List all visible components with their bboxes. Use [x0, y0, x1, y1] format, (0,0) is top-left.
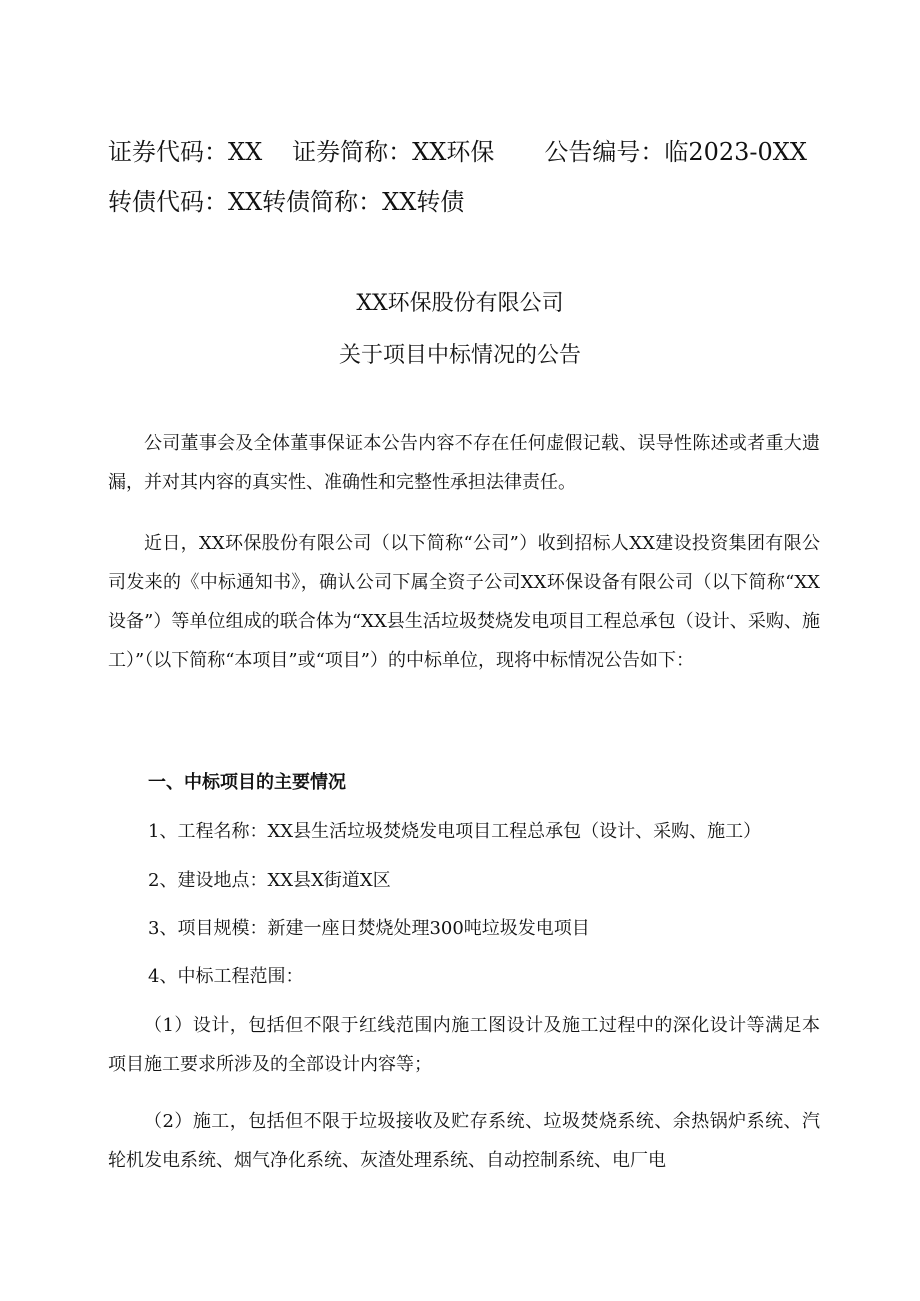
announcement-number: 公告编号：临2023-0XX — [544, 138, 807, 166]
sub-item-text: （2）施工，包括但不限于垃圾接收及贮存系统、垃圾焚烧系统、余热锅炉系统、汽轮机发电系统、烟气净化系统、灰渣处理系统、自动控制系统、电厂电 — [108, 1111, 820, 1171]
intro-text: 近日，XX环保股份有限公司（以下简称“公司”）收到招标人XX建设投资集团有限公司发来的《中标通知书》，确认公司下属全资子公司XX环保设备有限公司（以下简称“XX设备”）等单位组成的联合体为“XX县生活垃圾焚烧发电项目工程总承包（设计、采购、施工）”（以下简称“本项目”或“项目”）的中标单位，现将中标情况公告如下： — [108, 533, 820, 671]
statement-paragraph — [108, 424, 820, 502]
sub-item-text: （1）设计，包括但不限于红线范围内施工图设计及施工过程中的深化设计等满足本项目施工要求所涉及的全部设计内容等； — [108, 1015, 820, 1075]
company-title: XX环保股份有限公司 — [356, 291, 564, 316]
list-item: 2、建设地点：XX县X街道X区 — [148, 870, 391, 891]
announcement-title: 关于项目中标情况的公告 — [338, 343, 581, 368]
statement-text: 公司董事会及全体董事保证本公告内容不存在任何虚假记载、误导性陈述或者重大遗漏，并对其内容的真实性、准确性和完整性承担法律责任。 — [108, 433, 820, 493]
section-heading-1: 一、中标项目的主要情况 — [148, 772, 346, 793]
sub-item-design — [108, 1006, 820, 1084]
list-item: 3、项目规模：新建一座日焚烧处理300吨垃圾发电项目 — [148, 918, 590, 939]
securities-abbreviation: 证券简称：XX环保 — [292, 138, 495, 166]
sub-item-construction — [108, 1102, 820, 1180]
securities-code: 证券代码：XX — [108, 138, 263, 166]
header-line-2 — [108, 182, 464, 217]
list-item: 1、工程名称：XX县生活垃圾焚烧发电项目工程总承包（设计、采购、施工） — [148, 821, 762, 842]
convertible-bond-info: 转债代码：XX转债简称：XX转债 — [108, 188, 465, 216]
list-item: 4、中标工程范围： — [148, 966, 304, 987]
header-line-1 — [108, 132, 807, 167]
intro-paragraph — [108, 524, 820, 680]
